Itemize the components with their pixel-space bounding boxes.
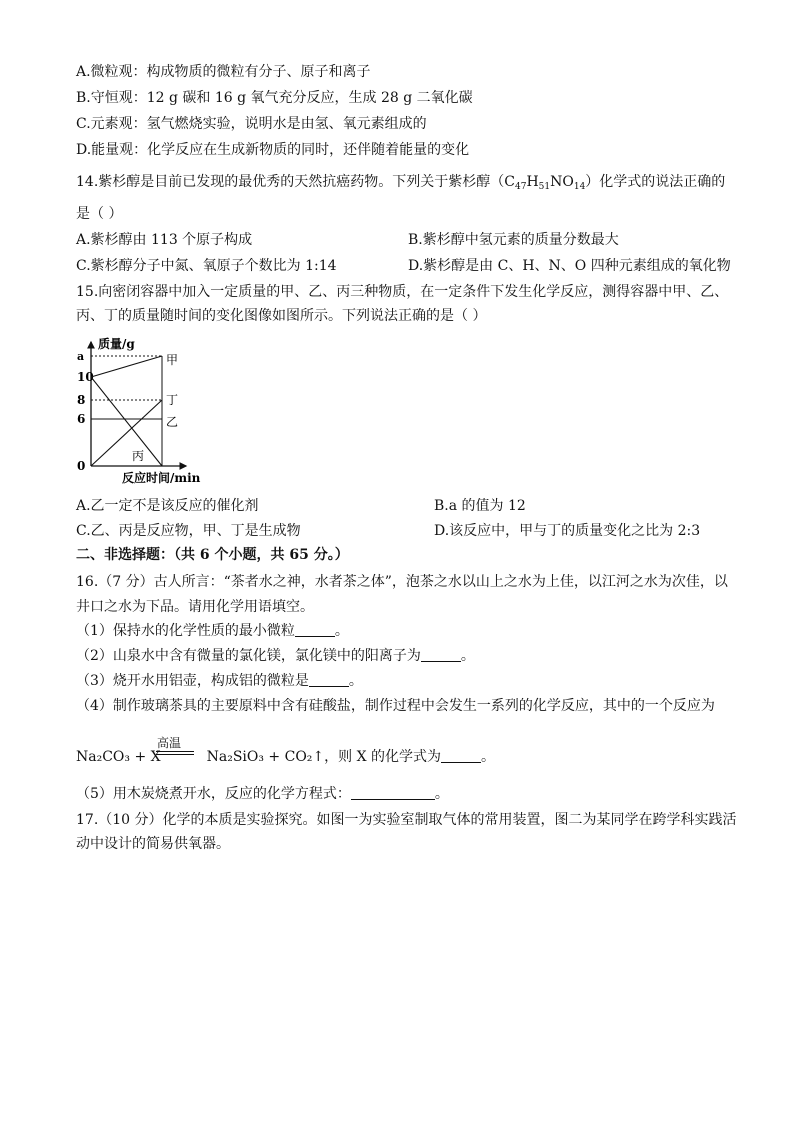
q14-option-c: C.紫杉醇分子中氮、氧原子个数比为 1:14 [76, 258, 337, 274]
q16-part2: （2）山泉水中含有微量的氯化镁，氯化镁中的阳离子为 。 [76, 648, 475, 664]
q14-option-a: A.紫杉醇由 113 个原子构成 [76, 232, 253, 248]
q14-stem-prefix: 14.紫杉醇是目前已发现的最优秀的天然抗癌药物。下列关于紫杉醇（ [76, 174, 505, 190]
reaction-condition: 高温 [157, 736, 182, 750]
q15-stem-line1: 15.向密闭容器中加入一定质量的甲、乙、丙三种物质，在一定条件下发生化学反应，测得容器中甲、乙、 [76, 284, 729, 300]
series-label-甲: 甲 [166, 353, 179, 367]
y-tick-label: 0 [77, 459, 86, 473]
q16-stem-line1: 16.（7 分）古人所言：“茶者水之神，水者茶之体”，泡茶之水以山上之水为上佳，以江河之水为次佳，以 [76, 574, 728, 590]
answer-blank[interactable] [351, 785, 435, 800]
series-label-丙: 丙 [132, 449, 145, 463]
x-axis-label: 反应时间/min [122, 471, 201, 485]
q15-option-d: D.该反应中，甲与丁的质量变化之比为 2:3 [434, 523, 701, 539]
q13-option-a: A.微粒观：构成物质的微粒有分子、原子和离子 [76, 64, 371, 80]
q14-option-d: D.紫杉醇是由 C、H、N、O 四种元素组成的氧化物 [408, 258, 731, 274]
q15-chart [74, 336, 224, 488]
answer-blank[interactable] [309, 672, 349, 687]
y-tick-label: 6 [77, 412, 86, 426]
q14-stem [76, 172, 725, 192]
q14-option-b: B.紫杉醇中氢元素的质量分数最大 [408, 232, 619, 248]
answer-blank[interactable] [295, 622, 335, 637]
q17-stem-line1: 17.（10 分）化学的本质是实验探究。如图一为实验室制取气体的常用装置，图二为某同学在跨学科实践活 [76, 812, 737, 828]
eq-left: Na₂CO₃ + X [76, 749, 161, 765]
series-label-乙: 乙 [166, 415, 179, 429]
q16-part4: （4）制作玻璃茶具的主要原料中含有硅酸盐，制作过程中会发生一系列的化学反应，其中的一个反应为 [76, 698, 715, 714]
exam-page: A.微粒观：构成物质的微粒有分子、原子和离子 B.守恒观：12 g 碳和 16 g 氧气充分反应，生成 28 g 二氧化碳 C.元素观：氢气燃烧实验，说明水是由氢、氧元素组成的 D.能量观：化学反应在生成新物质的同时，还伴随着能量的变化 14.紫杉醇是目前已发现的最优秀的天然抗癌药物。下列关于紫杉醇$(C_{47}H_{51}NO_{14})$化学式的说法正确的 是（ ） A.紫杉醇由 113 个原子构成 B.紫杉醇中氢元素的质量分数最大 C.紫杉醇分子中氮、氧原子个数比为 1:14 D.紫杉醇是由 C、H、N、O 四种元素组成的氧化物 15.向密闭容器中加入一定质量的甲、乙、丙三种物质，在一定条件下发生化学反应，测得容器中甲、乙、 丙、丁的质量随时间的变化图像如图所示。下列说法正确的是（ ） 质量/g 反应时间/min a 10 8 6 0 甲 丁 乙 丙 A.乙一定不是该反应的催化剂 B.a 的值为 12 C.乙、丙是反应物，甲、丁是生成物 D.该反应中，甲与丁的质量变化之比为 2:3 二、非选择题：（共 6 个小题，共 65 分。） 16.（7 分）古人所言：“茶者水之神，水者茶之体”，泡茶之水以山上之水为上佳，以江河之水为次佳，以 井口之水为下品。请用化学用语填空。 （1）保持水的化学性质的最小微粒 。 （2）山泉水中含有微量的氯化镁，氯化镁中的阳离子为 。 （3）烧开水用铝壶，构成铝的微粒是 。 （4）制作玻璃茶具的主要原料中含有硅酸盐，制作过程中会发生一系列的化学反应，其中的一个反应为 高温 Na₂CO₃ + X Na₂SiO₃ + CO₂↑，则 X 的化学式为 。 （5）用木炭烧煮开水，反应的化学方程式： 。 17.（10 分）化学的本质是实验探究。如图一为实验室制取气体的常用装置，图二为某同学在跨学科实践活 动中设计的简易供氧器。 [76, 64, 737, 852]
q13-option-b: B.守恒观：12 g 碳和 16 g 氧气充分反应，生成 28 g 二氧化碳 [76, 90, 473, 106]
answer-blank[interactable] [441, 748, 481, 763]
section2-title: 二、非选择题：（共 6 个小题，共 65 分。） [76, 547, 349, 563]
q16-stem-line2: 井口之水为下品。请用化学用语填空。 [76, 599, 314, 615]
series-line-丙 [91, 377, 162, 466]
q14-stem-line2: 是（ ） [76, 206, 123, 222]
q16-part3: （3）烧开水用铝壶，构成铝的微粒是 。 [76, 673, 363, 689]
series-label-丁: 丁 [166, 393, 179, 407]
y-axis-label: 质量/g [98, 337, 135, 351]
q14-stem-suffix: ）化学式的说法正确的 [585, 174, 726, 190]
q15-option-c: C.乙、丙是反应物，甲、丁是生成物 [76, 523, 301, 539]
q15-stem-line2: 丙、丁的质量随时间的变化图像如图所示。下列说法正确的是（ ） [76, 308, 487, 324]
q14-formula: $C_{47}H_{51}NO_{14}$ [504, 174, 586, 192]
series-line-丁 [91, 400, 162, 466]
y-tick-label: 8 [77, 393, 86, 407]
q16-part1: （1）保持水的化学性质的最小微粒 。 [76, 623, 349, 639]
q15-option-b: B.a 的值为 12 [434, 498, 526, 514]
q15-option-a: A.乙一定不是该反应的催化剂 [76, 498, 259, 514]
q17-stem-line2: 动中设计的简易供氧器。 [76, 836, 230, 852]
eq-right: Na₂SiO₃ + CO₂↑ [206, 749, 325, 765]
series-line-甲 [91, 356, 162, 377]
answer-blank[interactable] [421, 647, 461, 662]
q16-part5: （5）用木炭烧煮开水，反应的化学方程式： 。 [76, 786, 449, 802]
eq-suffix: ，则 X 的化学式为 [324, 749, 442, 765]
q13-option-c: C.元素观：氢气燃烧实验，说明水是由氢、氧元素组成的 [76, 116, 427, 132]
y-tick-label: 10 [77, 370, 94, 384]
q13-option-d: D.能量观：化学反应在生成新物质的同时，还伴随着能量的变化 [76, 142, 470, 158]
y-tick-label: a [77, 350, 85, 363]
